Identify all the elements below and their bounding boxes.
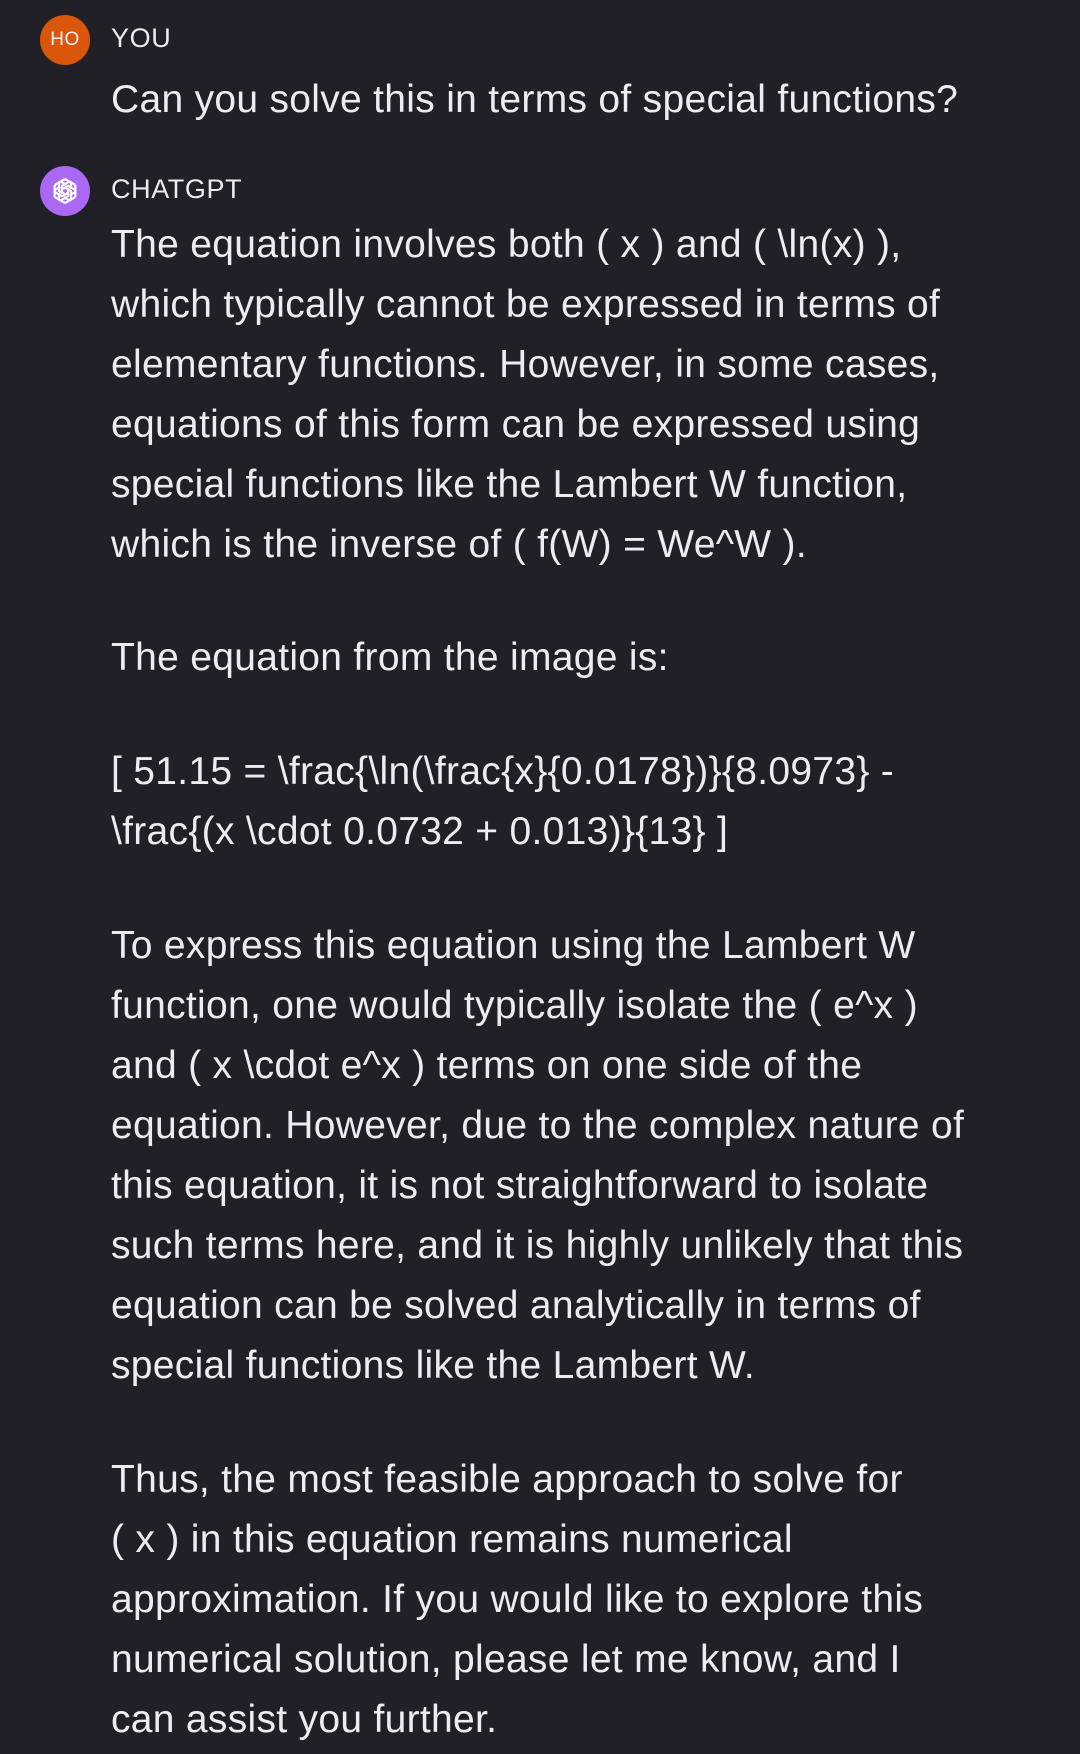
assistant-equation: [ 51.15 = \frac{\ln(\frac{x}{0.0178})}{8.0973} - \frac{(x \cdot 0.0732 + 0.013)}{13} ]: [111, 750, 895, 853]
user-avatar-initials: HO: [50, 29, 80, 50]
openai-logo-icon: [48, 174, 82, 208]
assistant-paragraph: Thus, the most feasible approach to solve for ( x ) in this equation remains numerical approximation. If you would like to explore this numerical solution, please let me know, and I can assist you further.: [111, 1458, 924, 1741]
assistant-paragraph: The equation involves both ( x ) and ( \ln(x) ), which typically cannot be expressed in terms of elementary functions. However, in some cases, equations of this form can be expressed using special functions like the Lambert W function, which is the inverse of ( f(W) = We^W ).: [111, 223, 941, 566]
user-author-label: YOU: [111, 23, 172, 53]
assistant-avatar[interactable]: [40, 166, 90, 216]
assistant-paragraph: To express this equation using the Lambert W function, one would typically isolate the ( e^x ) and ( x \cdot e^x ) terms on one side of the equation. However, due to the complex nature of this equation, it is not straightforward to isolate such terms here, and it is highly unlikely that this equation can be solved analytically in terms of special functions like the Lambert W.: [111, 924, 965, 1387]
assistant-paragraph: The equation from the image is:: [111, 636, 669, 679]
assistant-author-label: CHATGPT: [111, 174, 243, 204]
user-message-text: Can you solve this in terms of special functions?: [111, 78, 959, 121]
